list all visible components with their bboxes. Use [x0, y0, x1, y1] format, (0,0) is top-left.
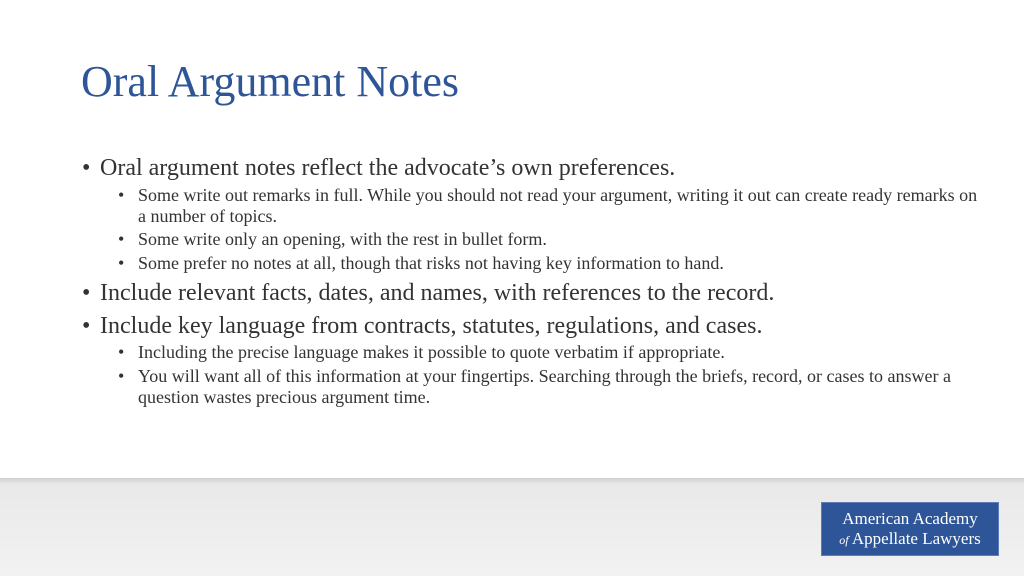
bullet-1-sub-2: [82, 229, 982, 250]
bullet-dot: •: [82, 155, 91, 181]
bullet-3-sub-1: [82, 342, 982, 363]
bullet-list: [82, 155, 982, 407]
bullet-1-sub-1-text: Some write out remarks in full. While you should not read your argument, writing it out can create ready remarks on a number of topics.: [138, 184, 978, 226]
aaal-logo: [821, 502, 999, 556]
bullet-dot: •: [82, 279, 91, 306]
bullet-1-text: Oral argument notes reflect the advocate’s own preferences.: [100, 155, 676, 181]
logo-line-2-text: Appellate Lawyers: [851, 529, 981, 549]
bullet-3-text: Include key language from contracts, statutes, regulations, and cases.: [100, 312, 763, 339]
bullet-3-sub-1-text: Including the precise language makes it possible to quote verbatim if appropriate.: [138, 342, 725, 363]
bullet-dot: •: [82, 312, 91, 339]
bullet-3-sub-2-text: You will want all of this information at your fingertips. Searching through the briefs, record, or cases to answer a question wastes precious argument time.: [138, 366, 951, 407]
sub-bullet-dot: •: [118, 366, 125, 387]
logo-of: of: [839, 533, 849, 548]
bullet-1-sub-1: [82, 185, 982, 226]
bullet-1-sub-3-text: Some prefer no notes at all, though that risks not having key information to hand.: [138, 252, 724, 273]
logo-line-2: [822, 529, 998, 549]
bullet-2: [82, 280, 982, 307]
bullet-1-sub-2-text: Some write only an opening, with the rest in bullet form.: [138, 229, 547, 250]
sub-bullet-dot: •: [118, 342, 125, 363]
logo-line-1: American Academy: [842, 509, 978, 528]
sub-bullet-dot: •: [118, 252, 125, 273]
sub-bullet-dot: •: [118, 229, 125, 250]
bullet-3-sub-2: [82, 366, 982, 407]
slide-title: Oral Argument Notes: [81, 57, 460, 106]
bullet-1-sub-3: [82, 253, 982, 274]
bullet-3: [82, 313, 982, 340]
bullet-2-text: Include relevant facts, dates, and names, with references to the record.: [100, 279, 775, 306]
sub-bullet-dot: •: [118, 184, 125, 205]
bullet-1: [82, 155, 982, 182]
